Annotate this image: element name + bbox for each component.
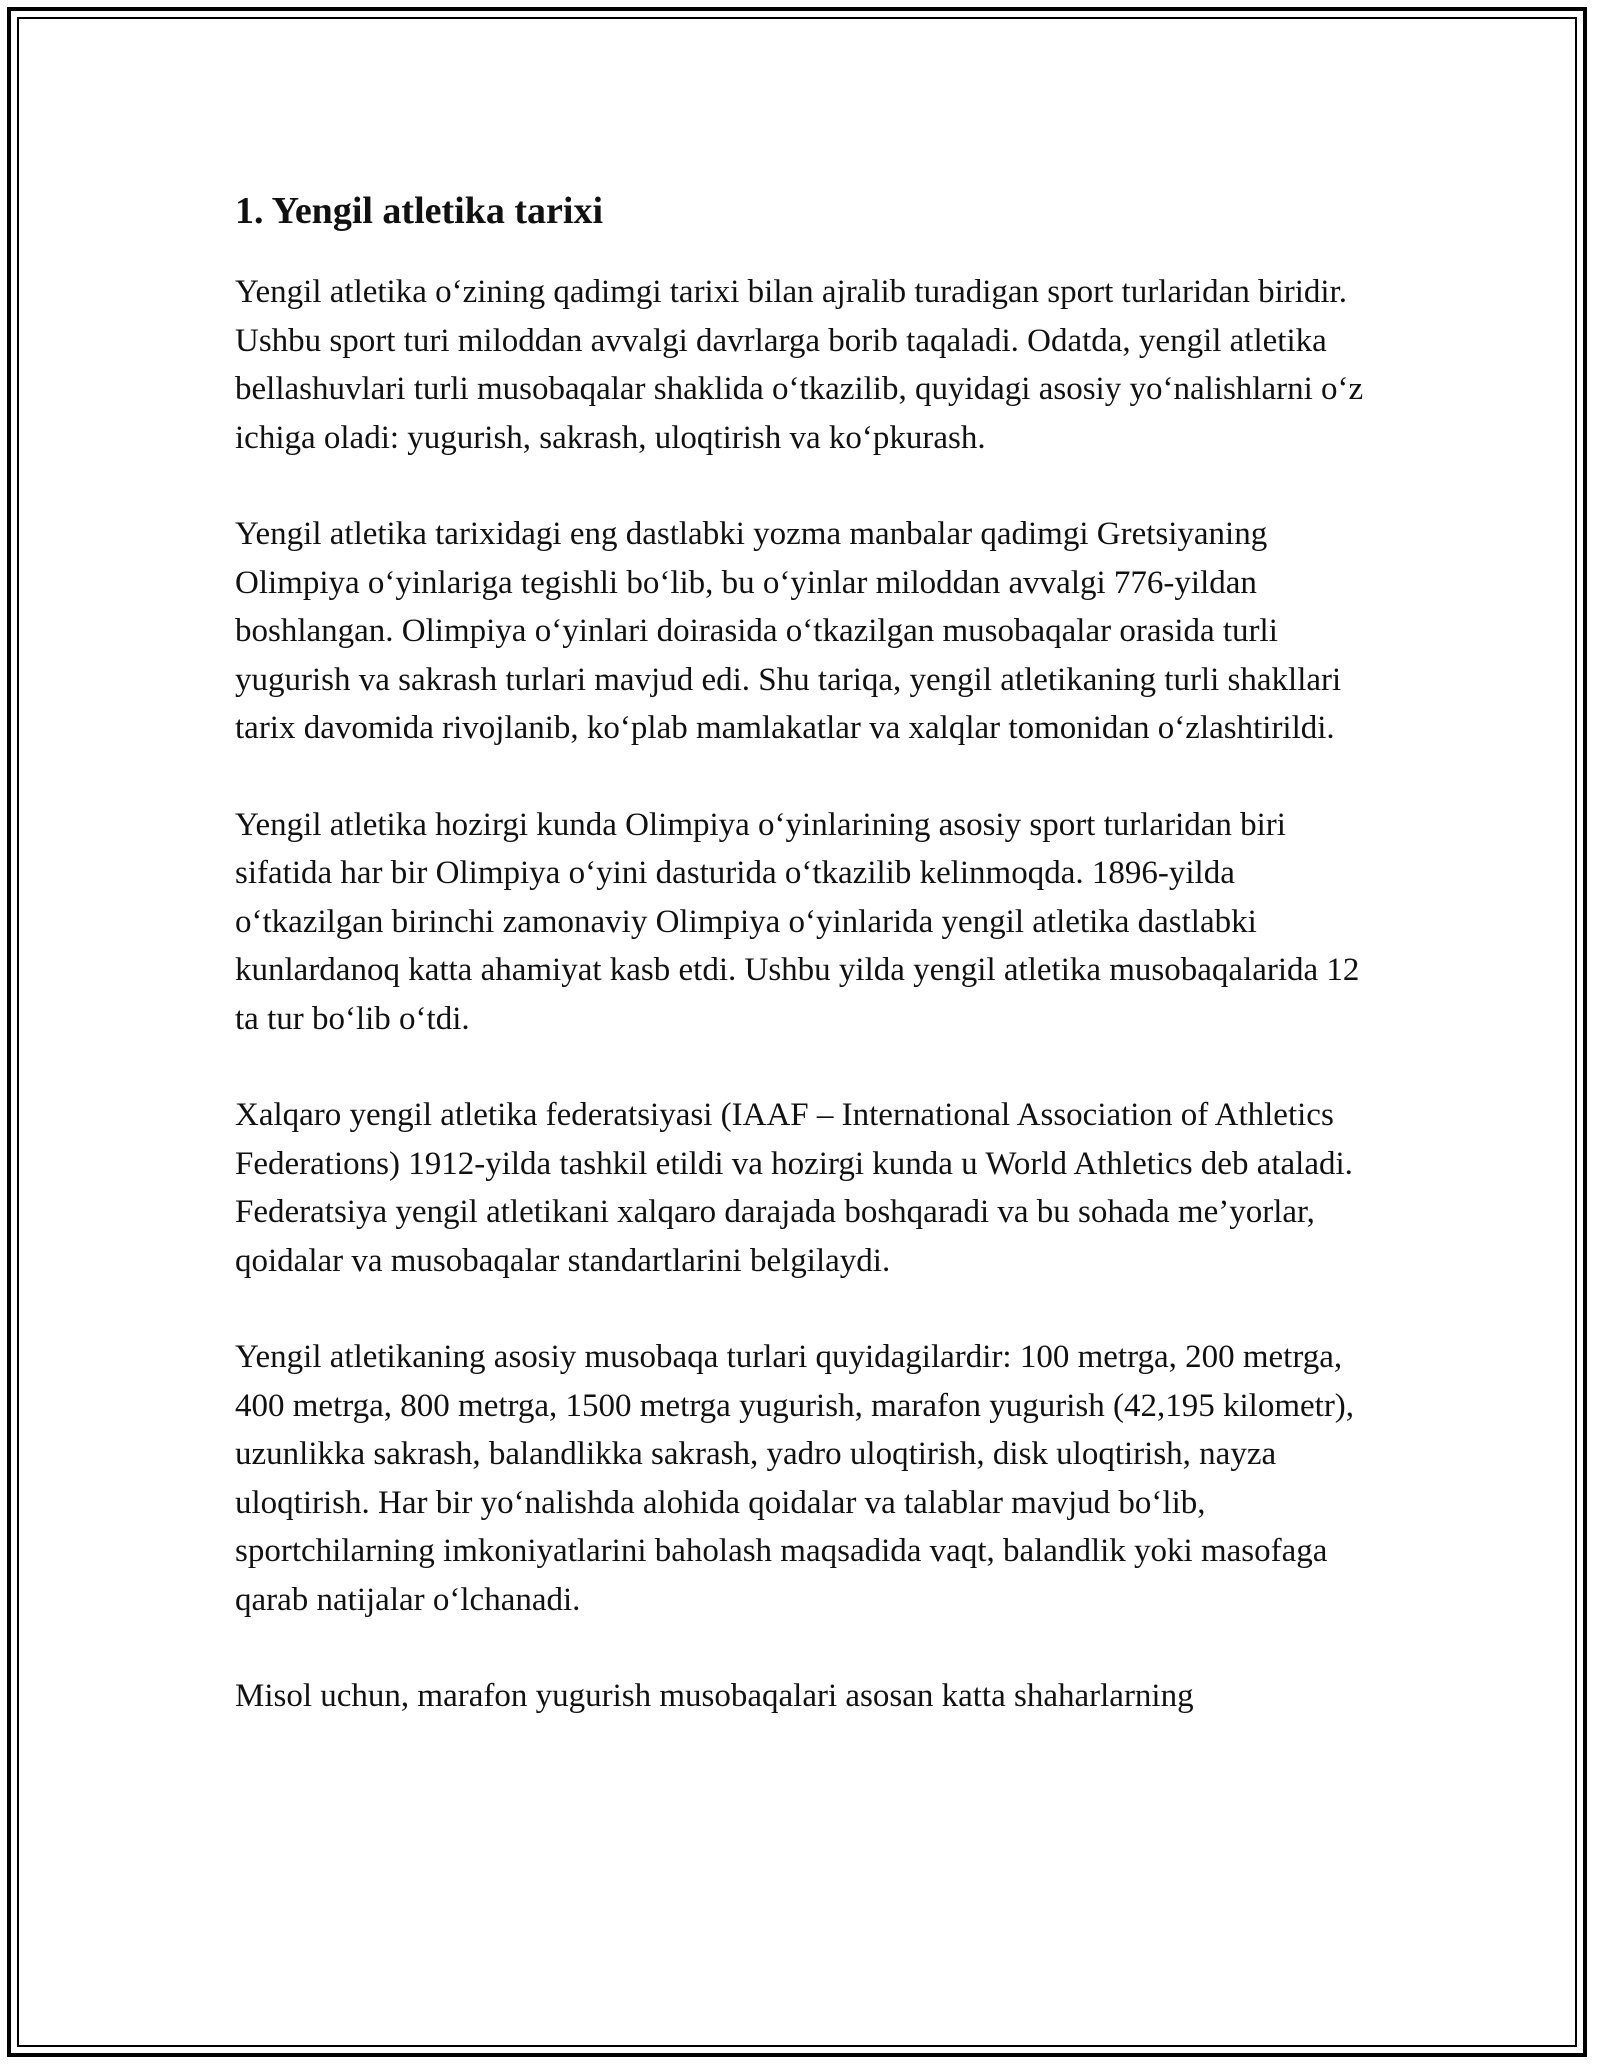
document-body: [235, 186, 1380, 1769]
section-heading: 1. Yengil atletika tarixi: [235, 190, 603, 232]
paragraph-6: Misol uchun, marafon yugurish musobaqalari asosan katta shaharlarning: [235, 1678, 1194, 1714]
paragraph-1: Yengil atletika o‘zining qadimgi tarixi bilan ajralib turadigan sport turlaridan biridir. Ushbu sport turi miloddan avvalgi davrlarga borib taqaladi. Odatda, yengil atletika bellashuvlari turli musobaqalar shaklida o‘tkazilib, quyidagi asosiy yo‘nalishlarni o‘z ichiga oladi: yugurish, sakrash, uloqtirish va ko‘pkurash.: [235, 274, 1364, 456]
paragraph-3: Yengil atletika hozirgi kunda Olimpiya o‘yinlarining asosiy sport turlaridan biri sifatida har bir Olimpiya o‘yini dasturida o‘tkazilib kelinmoqda. 1896-yilda o‘tkazilgan birinchi zamonaviy Olimpiya o‘yinlarida yengil atletika dastlabki kunlardanoq katta ahamiyat kasb etdi. Ushbu yilda yengil atletika musobaqalarida 12 ta tur bo‘lib o‘tdi.: [235, 806, 1360, 1037]
paragraph-4: Xalqaro yengil atletika federatsiyasi (IAAF – International Association of Athletics Federations) 1912-yilda tashkil etildi va hozirgi kunda u World Athletics deb ataladi. Federatsiya yengil atletikani xalqaro darajada boshqaradi va bu sohada me’yorlar, qoidalar va musobaqalar standartlarini belgilaydi.: [235, 1097, 1353, 1279]
paragraph-2: Yengil atletika tarixidagi eng dastlabki yozma manbalar qadimgi Gretsiyaning Olimpiya o‘yinlariga tegishli bo‘lib, bu o‘yinlar miloddan avvalgi 776-yildan boshlangan. Olimpiya o‘yinlari doirasida o‘tkazilgan musobaqalar orasida turli yugurish va sakrash turlari mavjud edi. Shu tariqa, yengil atletikaning turli shakllari tarix davomida rivojlanib, ko‘plab mamlakatlar va xalqlar tomonidan o‘zlashtirildi.: [235, 516, 1342, 746]
paragraph-5: Yengil atletikaning asosiy musobaqa turlari quyidagilardir: 100 metrga, 200 metrga, 400 metrga, 800 metrga, 1500 metrga yugurish, marafon yugurish (42,195 kilometr), uzunlikka sakrash, balandlikka sakrash, yadro uloqtirish, disk uloqtirish, nayza uloqtirish. Har bir yo‘nalishda alohida qoidalar va talablar mavjud bo‘lib, sportchilarning imkoniyatlarini baholash maqsadida vaqt, balandlik yoki masofaga qarab natijalar o‘lchanadi.: [235, 1339, 1355, 1618]
